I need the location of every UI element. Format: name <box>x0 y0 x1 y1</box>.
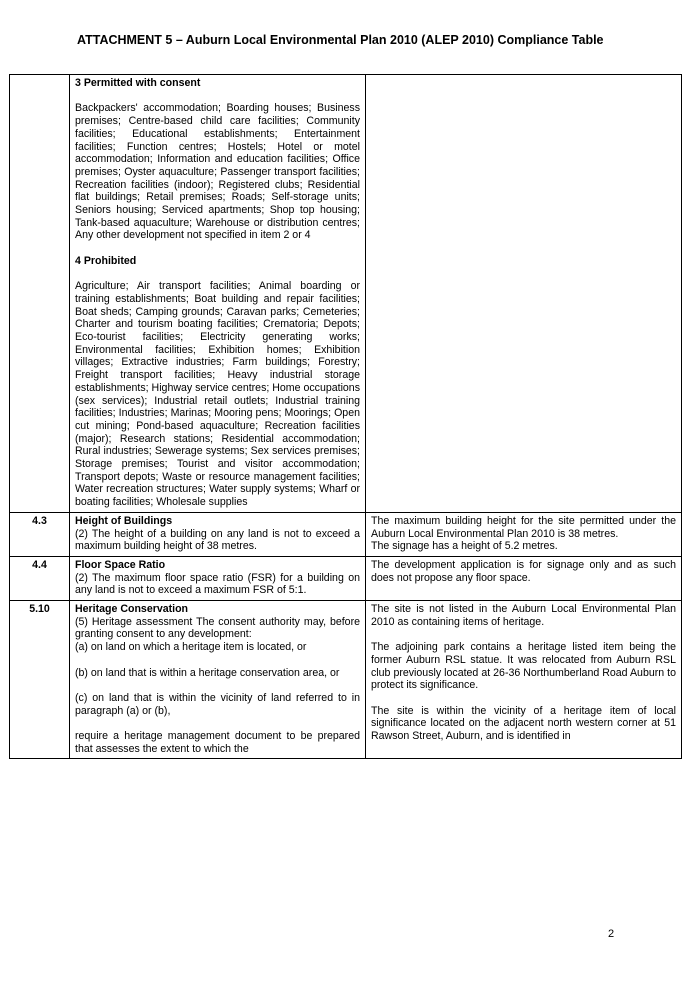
clause-number: 4.4 <box>10 556 70 600</box>
comment-cell <box>366 75 682 513</box>
comment-text: The adjoining park contains a heritage listed item being the former Auburn RSL statue. It was relocated from Auburn RSL club previously located at 26-36 Northumberland Road Auburn to protect its significance. <box>371 641 676 692</box>
page-number: 2 <box>608 928 615 940</box>
permitted-text: Backpackers' accommodation; Boarding houses; Business premises; Centre-based child care facilities; Community facilities; Educational establishments; Entertainment facilities; Function centres; Hostels; Hotel or motel accommodation; Information and education facilities; Office premises; Oyster aquaculture; Passenger transport facilities; Recreation facilities (indoor); Registered clubs; Residential flat buildings; Retail premises; Roads; Self-storage units; Seniors housing; Serviced apartments; Shop top housing; Tank-based aquaculture; Warehouse or distribution centres; Any other development not specified in item 2 or 4 <box>75 102 360 242</box>
clause-text-cell <box>70 601 366 759</box>
compliance-table <box>9 74 682 759</box>
comment-text: The signage has a height of 5.2 metres. <box>371 540 558 553</box>
clause-number-cell <box>10 75 70 513</box>
clause-item-a: (a) on land on which a heritage item is located, or <box>75 641 307 654</box>
clause-text-cell <box>70 75 366 513</box>
clause-item-c: (c) on land that is within the vicinity of land referred to in paragraph (a) or (b), <box>75 691 360 717</box>
table-row-4-3 <box>10 512 682 556</box>
clause-heading: Floor Space Ratio <box>75 558 166 571</box>
clause-number: 4.3 <box>10 512 70 556</box>
clause-tail: require a heritage management document to be prepared that assesses the extent to which the <box>75 730 360 755</box>
clause-number: 5.10 <box>10 601 70 759</box>
prohibited-text: Agriculture; Air transport facilities; Animal boarding or training establishments; Boat building and repair facilities; Boat sheds; Camping grounds; Caravan parks; Cemeteries; Charter and tourism boating facilities; Crematoria; Depots; Eco-tourist facilities; Electricity generating works; Environmental facilities; Exhibition homes; Exhibition villages; Extractive industries; Farm buildings; Forestry; Freight transport facilities; Heavy industrial storage establishments; Highway service centres; Home occupations (sex services); Industrial retail outlets; Industrial training facilities; Industries; Marinas; Mooring pens; Moorings; Open cut mining; Pond-based aquaculture; Recreation facilities (major); Research stations; Residential accommodation; Rural industries; Sewerage systems; Sex services premises; Storage premises; Tourist and visitor accommodation; Transport depots; Waste or resource management facilities; Water recreation structures; Water supply systems; Wharf or boating facilities; Wholesale supplies <box>75 280 360 509</box>
clause-text-cell <box>70 556 366 600</box>
clause-heading: Height of Buildings <box>75 514 173 527</box>
table-row-zone-continuation <box>10 75 682 513</box>
clause-item-b: (b) on land that is within a heritage conservation area, or <box>75 666 340 679</box>
comment-text: The site is within the vicinity of a heritage item of local significance located on the adjacent north western corner at 51 Rawson Street, Auburn, and is identified in <box>371 704 676 743</box>
comment-cell <box>366 556 682 600</box>
comment-text: The development application is for signage only and as such does not propose any floor space. <box>371 558 676 584</box>
clause-text-cell <box>70 512 366 556</box>
table-row-5-10 <box>10 601 682 759</box>
comment-cell <box>366 512 682 556</box>
permitted-heading: 3 Permitted with consent <box>75 77 201 89</box>
comment-text: The maximum building height for the site permitted under the Auburn Local Environmental Plan 2010 is 38 metres. <box>371 514 676 540</box>
clause-intro: (5) Heritage assessment The consent authority may, before granting consent to any development: <box>75 615 360 641</box>
document-title: ATTACHMENT 5 – Auburn Local Environmental Plan 2010 (ALEP 2010) Compliance Table <box>77 33 604 47</box>
table-row-4-4 <box>10 556 682 600</box>
clause-heading: Heritage Conservation <box>75 603 189 616</box>
prohibited-heading: 4 Prohibited <box>75 254 137 267</box>
clause-text: (2) The maximum floor space ratio (FSR) for a building on any land is not to exceed a maximum FSR of 5:1. <box>75 571 360 597</box>
clause-text: (2) The height of a building on any land is not to exceed a maximum building height of 38 metres. <box>75 527 360 553</box>
comment-text: The site is not listed in the Auburn Local Environmental Plan 2010 as containing items of heritage. <box>371 603 676 628</box>
comment-cell <box>366 601 682 759</box>
